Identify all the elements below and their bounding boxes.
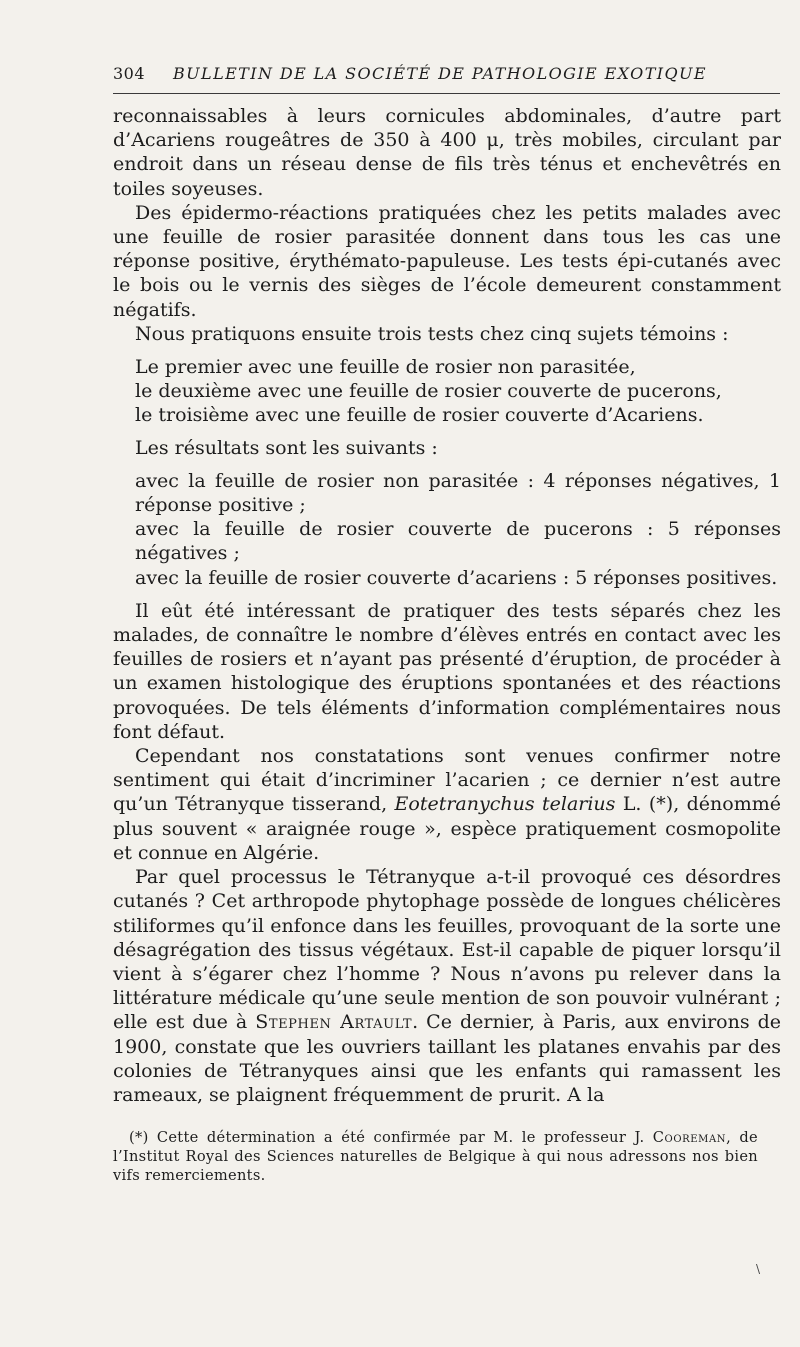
footnote-text [113, 1128, 758, 1185]
paragraph-results-intro: Les résultats sont les suivants : [135, 436, 438, 459]
test-list-item-1: Le premier avec une feuille de rosier non parasitée, [135, 356, 636, 379]
paragraph-5: Il eût été intéressant de pratiquer des tests séparés chez les malades, de connaître le nombre d’élèves entrés en contact avec les feuilles de rosiers et n’ayant pas présenté d’éruption, de procéder à un examen histologique des éruptions spontanées et des réactions provoquées. De tels éléments d’information complémentaires nous font défaut. [113, 599, 781, 743]
species-name: Eotetranychus telarius [394, 793, 616, 816]
paragraph-6 [113, 744, 781, 865]
footnote-text-a: (*) Cette détermination a été confirmée par M. le professeur J. [129, 1129, 653, 1146]
running-title: BULLETIN DE LA SOCIÉTÉ DE PATHOLOGIE EXOTIQUE [173, 64, 707, 83]
author-name: Stephen Artault [255, 1011, 413, 1034]
paragraph-6-text-a: Cependant nos constatations sont venues confirmer notre sentiment qui était d’incriminer l’acarien ; ce dernier n’est autre qu’un Tétranyque tisserand, [113, 745, 781, 816]
footnote-author: Cooreman [652, 1129, 727, 1146]
paragraph-1: reconnaissables à leurs cornicules abdominales, d’autre part d’Acariens rougeâtres de 350 à 400 μ, très mobiles, circulant par endroit dans un réseau dense de fils très ténus et enchevêtrés en toiles soyeuses. [113, 105, 781, 200]
paragraph-7-text-b: . Ce dernier, à Paris, aux environs de 1900, constate que les ouvriers taillant les platanes envahis par des colonies de Tétranyques ainsi que les enfants qui ramassent les rameaux, se plaignent fréquemment de prurit. A la [113, 1011, 782, 1106]
test-list-item-2: le deuxième avec une feuille de rosier couverte de pucerons, [135, 380, 722, 403]
footnote [113, 1128, 758, 1185]
result-1: avec la feuille de rosier non parasitée : 4 réponses négatives, 1 réponse positive ; [135, 469, 781, 517]
result-2: avec la feuille de rosier couverte de pucerons : 5 réponses négatives ; [135, 518, 781, 565]
test-list-item-3: le troisième avec une feuille de rosier couverte d’Acariens. [135, 404, 704, 427]
paragraph-2: Des épidermo-réactions pratiquées chez les petits malades avec une feuille de rosier parasitée donnent dans tous les cas une réponse positive, érythémato-papuleuse. Les tests épi-cutanés avec le bois ou le vernis des sièges de l’école demeurent constamment négatifs. [113, 201, 781, 321]
corner-mark: \ [756, 1262, 761, 1276]
header-rule [113, 93, 780, 94]
page-number: 304 [113, 64, 146, 83]
footnote-text-b: , de l’Institut Royal des Sciences naturelles de Belgique à qui nous adressons nos bien vifs remerciements. [113, 1129, 758, 1184]
main-text [113, 104, 781, 1107]
paragraph-3: Nous pratiquons ensuite trois tests chez cinq sujets témoins : [135, 322, 729, 345]
result-3: avec la feuille de rosier couverte d’acariens : 5 réponses positives. [135, 566, 778, 589]
paragraph-6-text-b: L. (*), dénommé plus souvent « araignée rouge », espèce pratiquement cosmopolite et connue en Algérie. [113, 793, 781, 864]
test-list [135, 355, 781, 428]
paragraph-7 [113, 865, 781, 1107]
paragraph-7-text-a: Par quel processus le Tétranyque a-t-il provoqué ces désordres cutanés ? Cet arthropode phytophage possède de longues chélicères stiliformes qu’il enfonce dans les feuilles, provoquant de la sorte une désagrégation des tissus végétaux. Est-il capable de piquer lorsqu’il vient à s’égarer chez l’homme ? Nous n’avons pu relever dans la littérature médicale qu’une seule mention de son pouvoir vulnérant ; elle est due à [113, 866, 781, 1034]
